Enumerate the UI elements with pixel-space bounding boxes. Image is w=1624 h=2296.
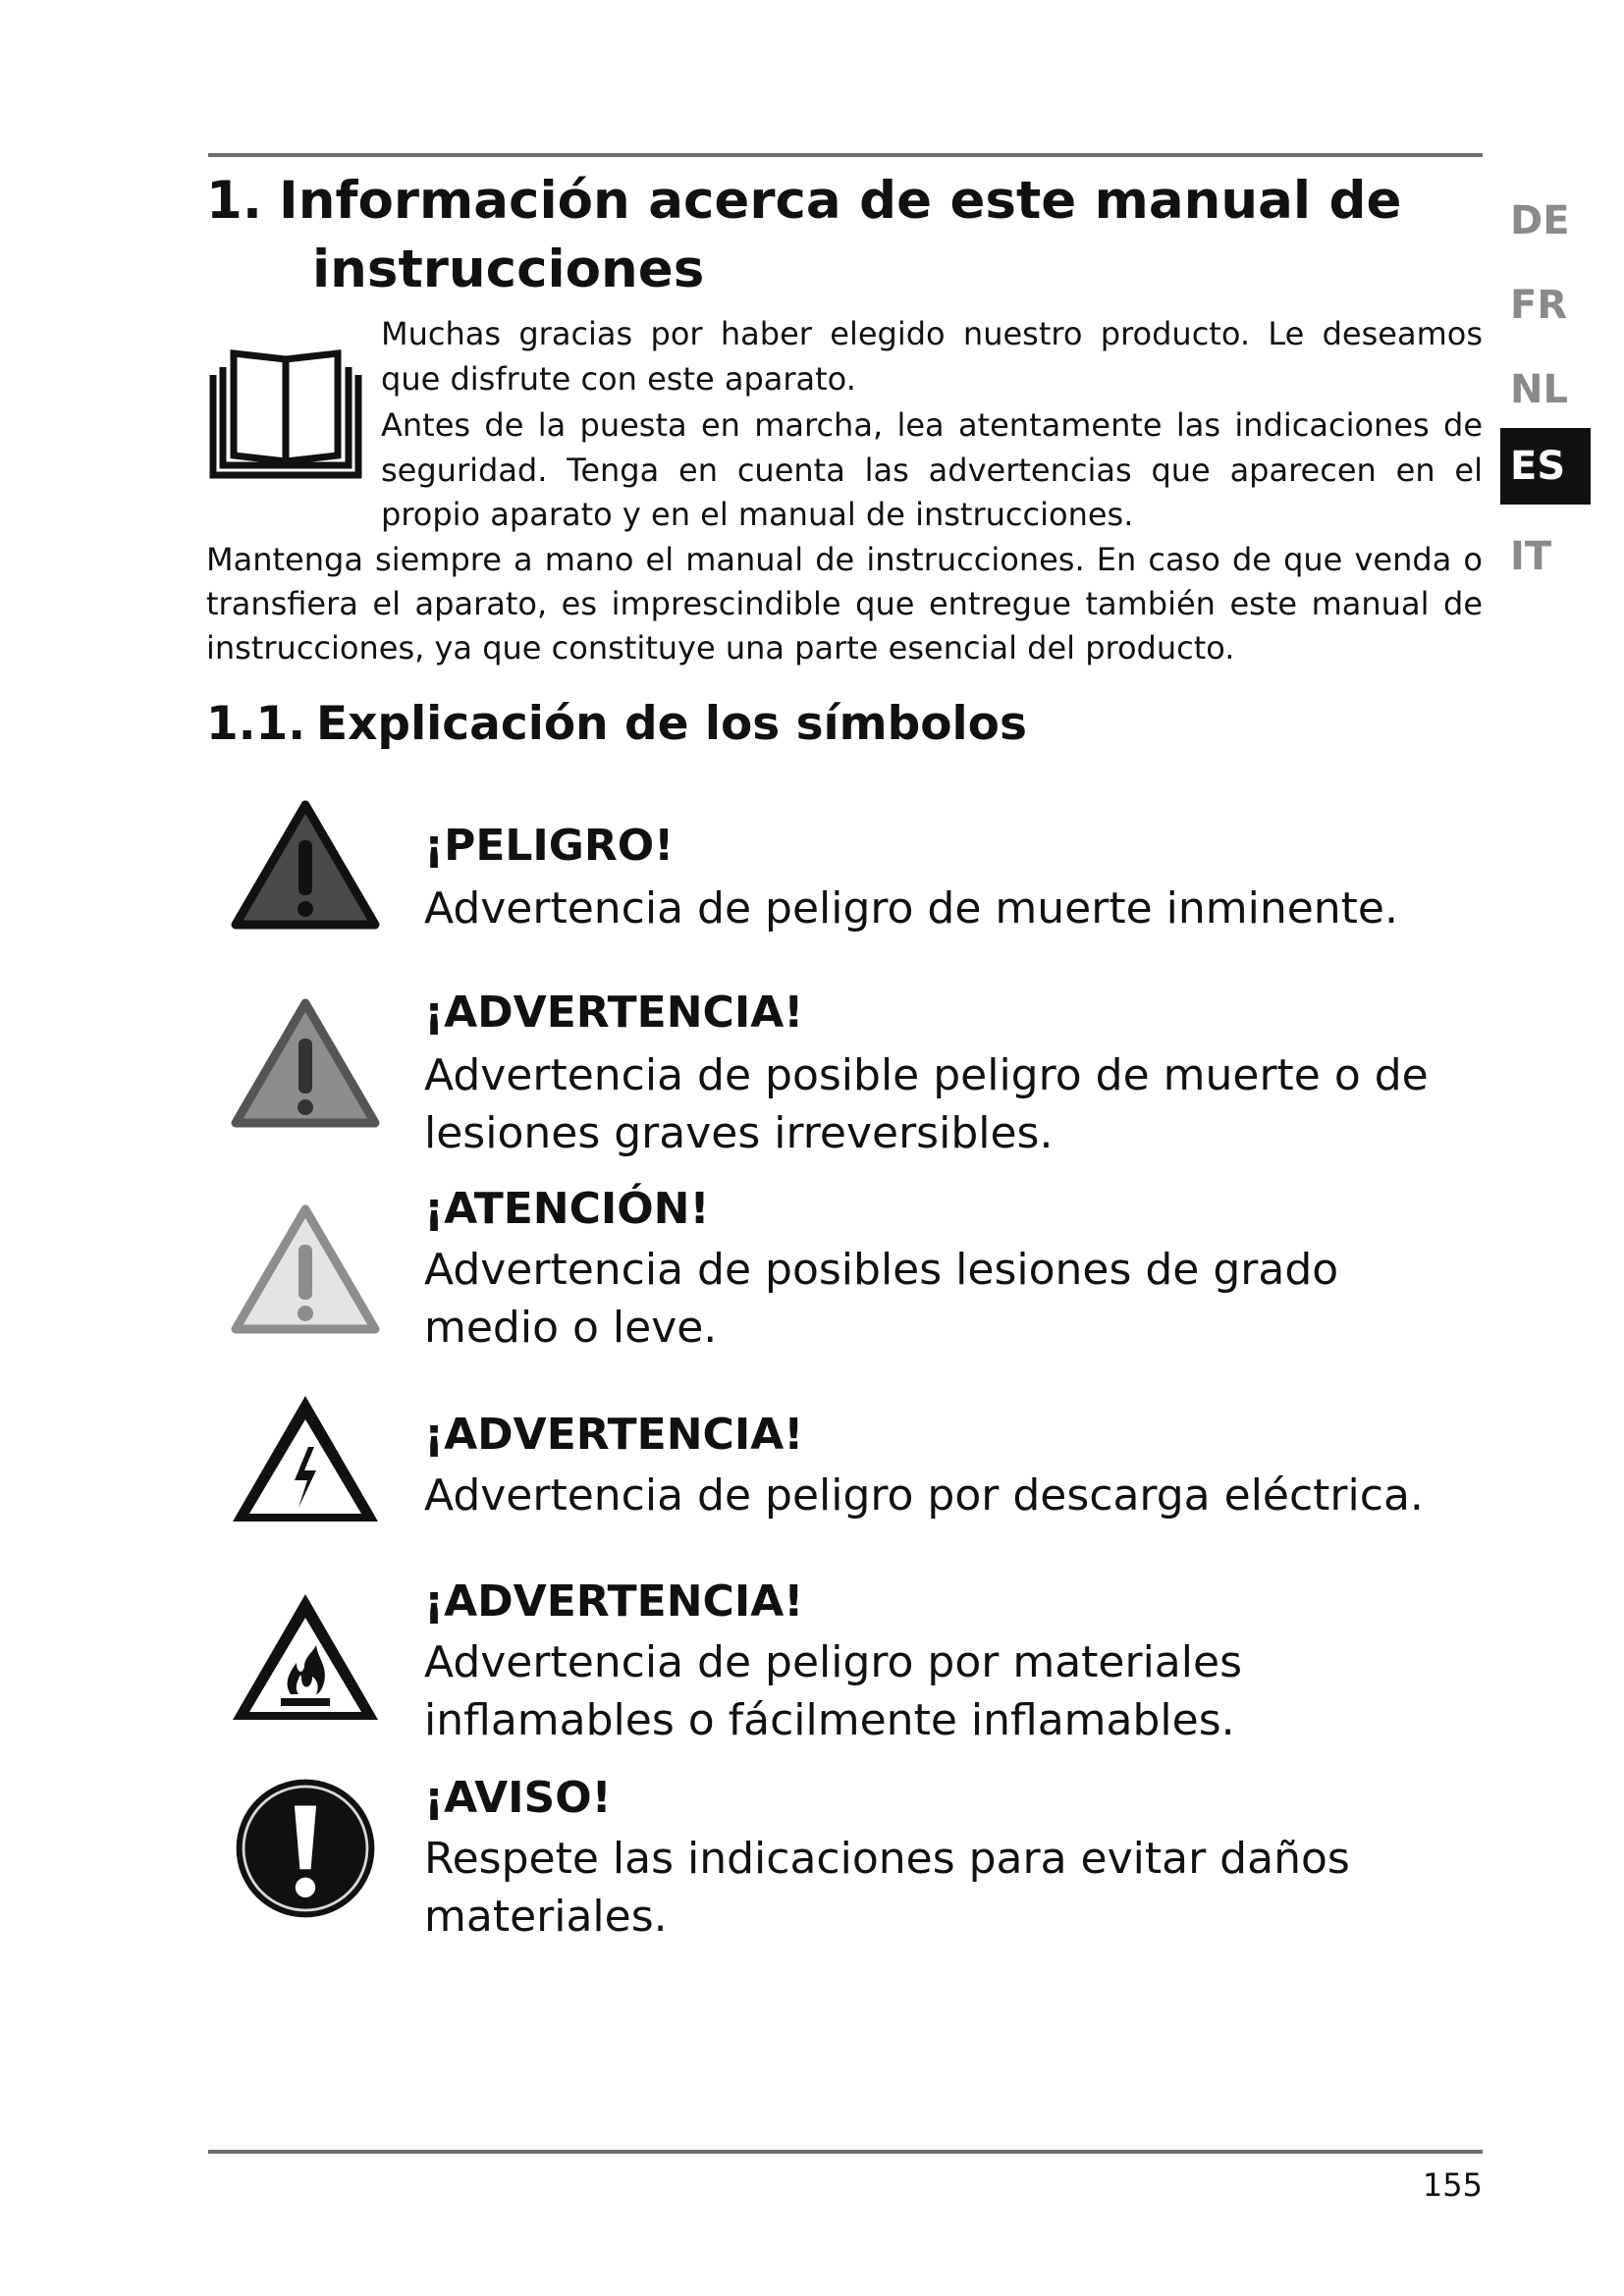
body-paragraph: Mantenga siempre a mano el manual de instrucciones. En caso de que venda o transfiera el aparato, es imprescindible que entregue también este manual de instrucciones, ya que constituye una parte esencial del producto. (206, 541, 1483, 667)
bottom-rule (208, 2150, 1483, 2154)
section-title: Explicación de los símbolos (316, 697, 1027, 751)
symbol-description: Advertencia de posible peligro de muerte o de lesiones graves irreversibles. (424, 1050, 1429, 1158)
danger-triangle-icon (226, 793, 385, 940)
language-tab-nl: NL (1510, 367, 1568, 412)
title-line-1: Información acerca de este manual de (279, 171, 1402, 231)
manual-book-icon (208, 346, 363, 483)
symbol-description: Advertencia de peligro por materiales inflamables o fácilmente inflamables. (424, 1637, 1242, 1745)
section-number: 1.1. (206, 697, 306, 751)
symbol-title: ¡AVISO! (424, 1773, 612, 1823)
symbol-title: ¡ATENCIÓN! (424, 1184, 710, 1234)
title-number: 1. (206, 171, 263, 231)
symbol-description: Respete las indicaciones para evitar daños materiales. (424, 1834, 1350, 1942)
symbol-title: ¡ADVERTENCIA! (424, 1576, 804, 1627)
language-tab-es: ES (1500, 428, 1591, 505)
language-tab-fr: FR (1510, 283, 1568, 328)
warning-triangle-icon (226, 991, 385, 1139)
flammable-icon (226, 1584, 385, 1732)
symbol-description: Advertencia de posibles lesiones de grado medio o leve. (424, 1245, 1339, 1353)
symbol-title: ¡ADVERTENCIA! (424, 988, 804, 1038)
language-tab-de: DE (1510, 198, 1570, 243)
intro-paragraph-1: Muchas gracias por haber elegido nuestro producto. Le deseamos que disfrute con este aparato. (381, 315, 1483, 398)
page-title (206, 167, 1401, 304)
intro-paragraph-2: Antes de la puesta en marcha, lea atentamente las indicaciones de seguridad. Tenga en cuenta las advertencias que aparecen en el propio aparato y en el manual de instrucciones. (381, 406, 1483, 533)
symbol-description: Advertencia de peligro por descarga eléctrica. (424, 1470, 1424, 1521)
symbol-title: ¡ADVERTENCIA! (424, 1410, 804, 1460)
notice-exclamation-icon (226, 1775, 385, 1922)
symbol-description: Advertencia de peligro de muerte inminente. (424, 883, 1398, 934)
symbol-title: ¡PELIGRO! (424, 821, 675, 871)
top-rule (208, 153, 1483, 157)
title-line-2: instrucciones (312, 240, 705, 299)
caution-triangle-icon (226, 1198, 385, 1345)
electric-shock-icon (226, 1386, 385, 1533)
intro-text (381, 312, 1483, 538)
section-heading (206, 695, 1027, 754)
page-number: 155 (1422, 2166, 1483, 2204)
language-tab-it: IT (1510, 534, 1552, 579)
